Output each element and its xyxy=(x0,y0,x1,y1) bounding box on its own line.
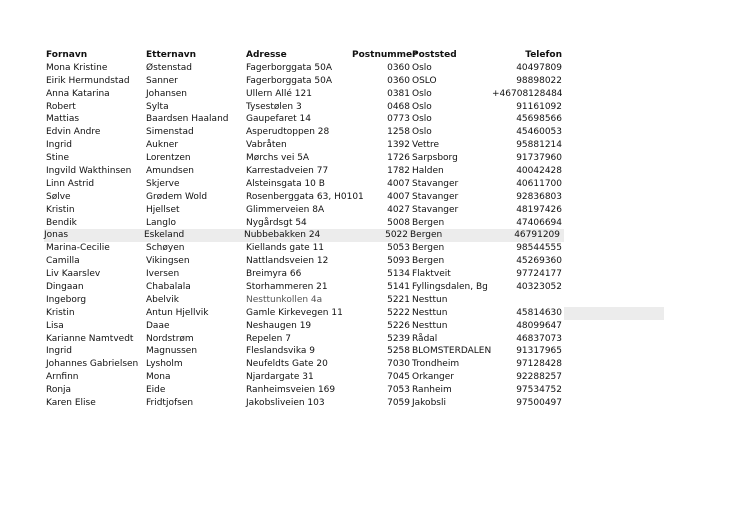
cell-etternavn: Sylta xyxy=(146,101,169,112)
cell-etternavn: Iversen xyxy=(146,269,180,280)
cell-adresse: Nattlandsveien 12 xyxy=(246,256,329,267)
cell-postnummer: 0773 xyxy=(387,114,410,125)
table-row[interactable] xyxy=(46,345,686,358)
table-row[interactable] xyxy=(46,126,686,139)
cell-postnummer: 5239 xyxy=(387,333,410,344)
table-row[interactable] xyxy=(46,204,686,217)
cell-fornavn: Ingeborg xyxy=(46,294,87,305)
cell-poststed: Oslo xyxy=(412,114,432,125)
cell-postnummer: 1392 xyxy=(387,140,410,151)
cell-adresse: Fagerborggata 50A xyxy=(246,62,333,73)
table-row[interactable] xyxy=(46,307,686,320)
header-etternavn: Etternavn xyxy=(146,50,197,60)
cell-postnummer: 0381 xyxy=(387,88,410,99)
cell-etternavn: Magnussen xyxy=(146,346,198,357)
table-row[interactable] xyxy=(46,165,686,178)
cell-poststed: Fyllingsdalen, Bg xyxy=(412,282,488,293)
table-row[interactable] xyxy=(46,75,686,88)
cell-etternavn: Nordstrøm xyxy=(146,333,194,344)
table-row[interactable] xyxy=(46,152,686,165)
cell-etternavn: Simenstad xyxy=(146,127,194,138)
cell-poststed: Vettre xyxy=(412,140,440,151)
header-adresse: Adresse xyxy=(246,50,287,60)
cell-poststed: Sarpsborg xyxy=(412,153,458,164)
cell-fornavn: Jonas xyxy=(44,230,69,241)
cell-fornavn: Lisa xyxy=(46,320,64,331)
cell-etternavn: Daae xyxy=(146,320,170,331)
cell-etternavn: Grødem Wold xyxy=(146,191,208,202)
table-row[interactable] xyxy=(46,113,686,126)
cell-etternavn: Skjerve xyxy=(146,178,180,189)
cell-poststed: Orkanger xyxy=(412,372,455,383)
cell-poststed: Bergen xyxy=(412,256,445,267)
cell-telefon: 95881214 xyxy=(516,140,562,151)
cell-fornavn: Bendik xyxy=(46,217,77,228)
cell-fornavn: Dingaan xyxy=(46,282,84,293)
cell-etternavn: Amundsen xyxy=(146,166,194,177)
cell-postnummer: 7059 xyxy=(387,398,410,409)
cell-postnummer: 5008 xyxy=(387,217,410,228)
cell-fornavn: Ingrid xyxy=(46,346,72,357)
cell-etternavn: Langlo xyxy=(146,217,176,228)
cell-telefon: 91737960 xyxy=(516,153,562,164)
table-row[interactable] xyxy=(46,191,686,204)
cell-adresse: Jakobsliveien 103 xyxy=(246,398,325,409)
cell-postnummer: 5222 xyxy=(387,307,410,318)
cell-fornavn: Mattias xyxy=(46,114,80,125)
cell-telefon: 46791209 xyxy=(514,230,560,241)
cell-poststed: Nesttun xyxy=(412,307,448,318)
cell-etternavn: Hjellset xyxy=(146,204,180,215)
cell-postnummer: 1258 xyxy=(387,127,410,138)
cell-poststed: Trondheim xyxy=(412,359,460,370)
cell-etternavn: Lorentzen xyxy=(146,153,191,164)
header-fornavn: Fornavn xyxy=(46,50,88,60)
table-row[interactable] xyxy=(46,139,686,152)
cell-etternavn: Eide xyxy=(146,385,166,396)
cell-telefon: 45814630 xyxy=(516,307,562,318)
cell-fornavn: Ingvild Wakthinsen xyxy=(46,166,132,177)
table-row[interactable] xyxy=(46,281,686,294)
cell-fornavn: Edvin Andre xyxy=(46,127,101,138)
table-row[interactable] xyxy=(46,178,686,191)
cell-adresse: Fagerborggata 50A xyxy=(246,75,333,86)
cell-postnummer: 7030 xyxy=(387,359,410,370)
table-row[interactable] xyxy=(46,320,686,333)
cell-fornavn: Robert xyxy=(46,101,76,112)
cell-etternavn: Baardsen Haaland xyxy=(146,114,229,125)
table-row[interactable] xyxy=(46,62,686,75)
cell-postnummer: 7053 xyxy=(387,385,410,396)
cell-adresse: Tysestølen 3 xyxy=(246,101,302,112)
header-telefon: Telefon xyxy=(525,50,562,60)
cell-poststed: Stavanger xyxy=(412,204,459,215)
cell-etternavn: Lysholm xyxy=(146,359,183,370)
table-row[interactable] xyxy=(44,229,564,242)
cell-telefon: 97724177 xyxy=(516,269,562,280)
cell-telefon: 46837073 xyxy=(516,333,562,344)
cell-poststed: Jakobsli xyxy=(412,398,446,409)
cell-telefon: 40323052 xyxy=(516,282,562,293)
cell-fornavn: Anna Katarina xyxy=(46,88,110,99)
cell-postnummer: 7045 xyxy=(387,372,410,383)
cell-telefon: +46708128484 xyxy=(492,88,563,99)
cell-etternavn: Fridtjofsen xyxy=(146,398,194,409)
cell-adresse: Neufeldts Gate 20 xyxy=(246,359,328,370)
cell-adresse: Fleslandsvika 9 xyxy=(246,346,316,357)
cell-telefon: 92836803 xyxy=(516,191,562,202)
cell-adresse: Gaupefaret 14 xyxy=(246,114,312,125)
cell-postnummer: 0468 xyxy=(387,101,410,112)
cell-telefon: 48197426 xyxy=(516,204,562,215)
cell-fornavn: Ingrid xyxy=(46,140,72,151)
cell-adresse: Ranheimsveien 169 xyxy=(246,385,336,396)
cell-poststed: Halden xyxy=(412,166,444,177)
cell-poststed: Bergen xyxy=(412,217,445,228)
selected-cell-highlight xyxy=(564,307,664,320)
cell-postnummer: 4027 xyxy=(387,204,410,215)
cell-adresse: Rosenberggata 63, H0101 xyxy=(246,191,364,202)
cell-telefon: 97500497 xyxy=(516,398,562,409)
cell-fornavn: Johannes Gabrielsen xyxy=(46,359,139,370)
table-header-row xyxy=(46,49,686,62)
table-body xyxy=(46,62,686,410)
cell-telefon: 92288257 xyxy=(516,372,562,383)
table-row[interactable] xyxy=(46,268,686,281)
cell-telefon: 45269360 xyxy=(516,256,562,267)
cell-poststed: OSLO xyxy=(412,75,437,86)
cell-postnummer: 4007 xyxy=(387,178,410,189)
cell-telefon: 97534752 xyxy=(516,385,562,396)
cell-telefon: 45698566 xyxy=(516,114,562,125)
cell-adresse: Gamle Kirkevegen 11 xyxy=(246,307,343,318)
cell-etternavn: Antun Hjellvik xyxy=(146,307,209,318)
cell-etternavn: Vikingsen xyxy=(146,256,190,267)
cell-adresse: Mørchs vei 5A xyxy=(246,153,310,164)
cell-postnummer: 1726 xyxy=(387,153,410,164)
cell-poststed: Stavanger xyxy=(412,178,459,189)
cell-postnummer: 0360 xyxy=(387,75,410,86)
cell-fornavn: Eirik Hermundstad xyxy=(46,75,130,86)
cell-telefon: 91317965 xyxy=(516,346,562,357)
cell-poststed: BLOMSTERDALEN xyxy=(412,346,492,357)
cell-telefon: 98898022 xyxy=(516,75,562,86)
cell-telefon: 98544555 xyxy=(516,243,562,254)
cell-adresse: Ullern Allé 121 xyxy=(246,88,312,99)
cell-poststed: Oslo xyxy=(412,127,432,138)
cell-fornavn: Sølve xyxy=(46,191,71,202)
cell-adresse: Alsteinsgata 10 B xyxy=(246,178,325,189)
cell-etternavn: Eskeland xyxy=(144,230,185,241)
cell-fornavn: Ronja xyxy=(46,385,72,396)
cell-adresse: Nygårdsgt 54 xyxy=(246,217,307,228)
cell-fornavn: Karianne Namtvedt xyxy=(46,333,134,344)
cell-telefon: 48099647 xyxy=(516,320,562,331)
cell-fornavn: Stine xyxy=(46,153,69,164)
cell-postnummer: 5053 xyxy=(387,243,410,254)
cell-fornavn: Kristin xyxy=(46,307,75,318)
table-row[interactable] xyxy=(46,217,686,230)
cell-adresse: Neshaugen 19 xyxy=(246,320,312,331)
cell-postnummer: 1782 xyxy=(387,166,410,177)
table-row[interactable] xyxy=(46,255,686,268)
cell-adresse: Karrestadveien 77 xyxy=(246,166,329,177)
cell-poststed: Flaktveit xyxy=(412,269,451,280)
cell-etternavn: Sanner xyxy=(146,75,178,86)
cell-fornavn: Marina-Cecilie xyxy=(46,243,110,254)
cell-fornavn: Arnfinn xyxy=(46,372,79,383)
table-row[interactable] xyxy=(46,333,686,346)
cell-poststed: Oslo xyxy=(412,62,432,73)
cell-poststed: Oslo xyxy=(412,101,432,112)
cell-adresse: Glimmerveien 8A xyxy=(246,204,325,215)
table-row[interactable] xyxy=(46,384,686,397)
cell-postnummer: 5221 xyxy=(387,294,410,305)
table-row[interactable] xyxy=(46,371,686,384)
table-row[interactable] xyxy=(46,397,686,410)
cell-etternavn: Schøyen xyxy=(146,243,185,254)
cell-postnummer: 5226 xyxy=(387,320,410,331)
table-row[interactable] xyxy=(46,88,686,101)
cell-postnummer: 5141 xyxy=(387,282,410,293)
cell-postnummer: 5258 xyxy=(387,346,410,357)
cell-poststed: Bergen xyxy=(412,243,445,254)
cell-etternavn: Østenstad xyxy=(146,62,192,73)
cell-adresse: Repelen 7 xyxy=(246,333,291,344)
cell-poststed: Rådal xyxy=(412,333,438,344)
cell-poststed: Nesttun xyxy=(412,320,448,331)
cell-etternavn: Aukner xyxy=(146,140,179,151)
table-row[interactable] xyxy=(46,358,686,371)
cell-adresse: Nesttunkollen 4a xyxy=(246,294,323,305)
cell-poststed: Stavanger xyxy=(412,191,459,202)
table-row[interactable] xyxy=(46,101,686,114)
cell-fornavn: Karen Elise xyxy=(46,398,96,409)
header-poststed: Poststed xyxy=(412,50,457,60)
cell-telefon: 40611700 xyxy=(516,178,562,189)
cell-adresse: Asperudtoppen 28 xyxy=(246,127,330,138)
cell-fornavn: Kristin xyxy=(46,204,75,215)
cell-telefon: 40042428 xyxy=(516,166,562,177)
cell-adresse: Storhammeren 21 xyxy=(246,282,328,293)
cell-poststed: Ranheim xyxy=(412,385,452,396)
cell-telefon: 97128428 xyxy=(516,359,562,370)
cell-telefon: 40497809 xyxy=(516,62,562,73)
cell-adresse: Nubbebakken 24 xyxy=(244,230,321,241)
cell-postnummer: 0360 xyxy=(387,62,410,73)
table-row[interactable] xyxy=(46,242,686,255)
cell-postnummer: 5093 xyxy=(387,256,410,267)
cell-poststed: Oslo xyxy=(412,88,432,99)
cell-adresse: Kiellands gate 11 xyxy=(246,243,325,254)
cell-telefon: 91161092 xyxy=(516,101,562,112)
cell-postnummer: 4007 xyxy=(387,191,410,202)
table-row[interactable] xyxy=(46,294,686,307)
cell-poststed: Nesttun xyxy=(412,294,448,305)
cell-adresse: Breimyra 66 xyxy=(246,269,302,280)
cell-telefon: 47406694 xyxy=(516,217,562,228)
cell-postnummer: 5022 xyxy=(385,230,408,241)
cell-telefon: 45460053 xyxy=(516,127,562,138)
cell-poststed: Bergen xyxy=(410,230,443,241)
contact-table xyxy=(46,49,686,410)
cell-postnummer: 5134 xyxy=(387,269,410,280)
header-postnummer: Postnummer xyxy=(352,50,417,60)
cell-fornavn: Liv Kaarslev xyxy=(46,269,101,280)
cell-etternavn: Chabalala xyxy=(146,282,191,293)
cell-adresse: Vabråten xyxy=(246,140,287,151)
cell-adresse: Njardargate 31 xyxy=(246,372,314,383)
cell-etternavn: Mona xyxy=(146,372,171,383)
cell-fornavn: Camilla xyxy=(46,256,80,267)
cell-etternavn: Johansen xyxy=(146,88,188,99)
cell-fornavn: Linn Astrid xyxy=(46,178,95,189)
cell-fornavn: Mona Kristine xyxy=(46,62,108,73)
cell-etternavn: Abelvik xyxy=(146,294,179,305)
